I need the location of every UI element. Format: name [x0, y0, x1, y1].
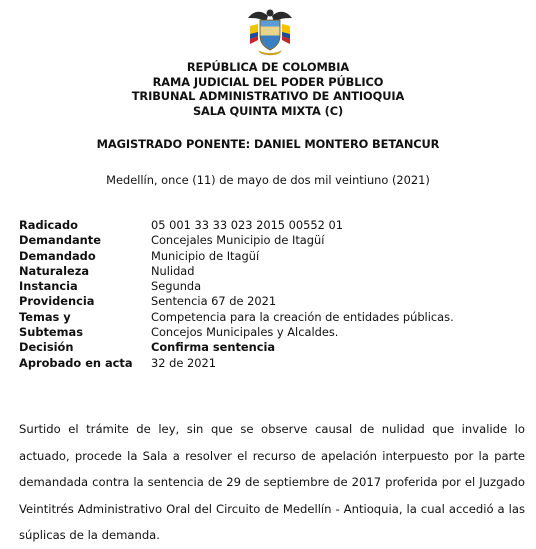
field-row-demandado — [19, 249, 519, 264]
field-label: Demandado — [19, 248, 96, 263]
date-line: Medellín, once (11) de mayo de dos mil veintiuno (2021) — [106, 173, 430, 187]
field-row-subtemas — [19, 325, 519, 340]
field-value: Segunda — [151, 279, 202, 294]
field-label: Temas y — [19, 309, 71, 324]
coat-of-arms-icon — [244, 4, 296, 56]
header-country: REPÚBLICA DE COLOMBIA — [186, 60, 350, 74]
field-value: Nulidad — [151, 263, 195, 278]
field-label: Demandante — [19, 233, 101, 248]
field-value: 05 001 33 33 023 2015 00552 01 — [151, 218, 344, 232]
field-value: Competencia para la creación de entidades públicas. — [151, 309, 454, 324]
field-row-radicado — [19, 218, 519, 233]
field-value: Sentencia 67 de 2021 — [151, 294, 277, 309]
field-label: Radicado — [19, 218, 78, 232]
field-label: Naturaleza — [19, 263, 90, 278]
field-value: 32 de 2021 — [151, 355, 216, 370]
header-branch: RAMA JUDICIAL DEL PODER PÚBLICO — [152, 74, 384, 89]
field-value: Concejos Municipales y Alcaldes. — [151, 325, 339, 340]
field-value: Municipio de Itagüí — [151, 248, 260, 263]
magistrado-ponente: MAGISTRADO PONENTE: DANIEL MONTERO BETANCUR — [96, 137, 440, 151]
field-row-decision — [19, 340, 519, 355]
body-paragraph: Surtido el trámite de ley, sin que se observe causal de nulidad que invalide lo actuado, procede la Sala a resolver el recurso de apelación interpuesto por la parte demandada contra la sentencia de 29 de septiembre de 2017 proferida por el Juzgado Veintitrés Administrativo Oral del Circuito de Medellín - Antioquia, la cual accedió a las súplicas de la demanda. — [19, 422, 525, 542]
field-value: Concejales Municipio de Itagüí — [151, 233, 325, 248]
header-sala: SALA QUINTA MIXTA (C) — [192, 104, 344, 119]
field-row-aprobado — [19, 356, 519, 371]
field-row-temas — [19, 310, 519, 325]
field-label: Providencia — [19, 294, 95, 309]
court-header — [0, 60, 536, 119]
field-row-naturaleza — [19, 264, 519, 279]
header-tribunal: TRIBUNAL ADMINISTRATIVO DE ANTIOQUIA — [131, 89, 405, 104]
field-row-demandante — [19, 233, 519, 248]
field-label: Aprobado en acta — [19, 355, 133, 370]
field-label: Subtemas — [19, 325, 83, 340]
field-value: Confirma sentencia — [151, 340, 276, 355]
field-row-providencia — [19, 294, 519, 309]
field-label: Instancia — [19, 279, 78, 294]
field-row-instancia — [19, 279, 519, 294]
field-label: Decisión — [19, 340, 74, 355]
case-fields — [19, 218, 519, 371]
